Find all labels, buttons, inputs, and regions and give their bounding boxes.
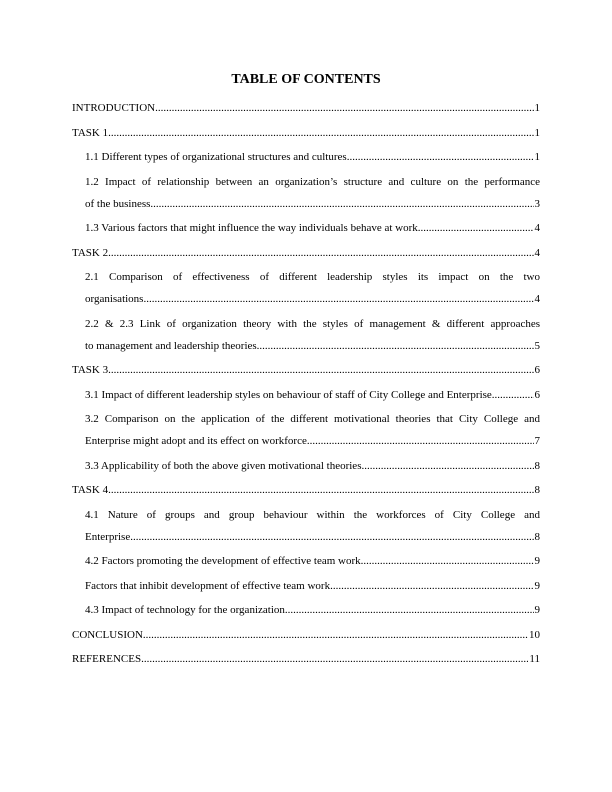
toc-entry-page: 9	[534, 555, 540, 567]
toc-entry-text: 1.3 Various factors that might influence the way individuals behave at work	[85, 222, 418, 234]
table-of-contents	[72, 98, 540, 674]
toc-entry-page: 4	[534, 293, 540, 305]
toc-entry-page: 3	[534, 197, 540, 210]
dot-leader	[108, 363, 533, 377]
toc-entry-3-2[interactable]	[85, 409, 540, 456]
toc-entry-page: 5	[534, 339, 540, 352]
dot-leader	[130, 530, 533, 544]
toc-entry-text: TASK 4	[72, 484, 109, 496]
dot-leader	[307, 434, 534, 448]
toc-entry-text: 3.3 Applicability of both the above given motivational theories	[85, 459, 362, 472]
toc-entry-text: INTRODUCTION	[72, 102, 156, 114]
toc-entry-text-line1: 2.2 & 2.3 Link of organization theory with the styles of management & different approaches	[85, 317, 540, 330]
dot-leader	[361, 459, 533, 473]
toc-entry-text: 1.1 Different types of organizational structures and cultures	[85, 151, 347, 163]
dot-leader	[143, 628, 528, 642]
toc-entry-text: 4.2 Factors promoting the development of effective team work	[85, 555, 361, 567]
toc-entry-introduction[interactable]	[72, 98, 540, 123]
dot-leader	[361, 554, 534, 568]
toc-entry-conclusion[interactable]	[72, 625, 540, 650]
toc-entry-4-2[interactable]	[85, 551, 540, 576]
dot-leader	[150, 197, 533, 211]
dot-leader	[285, 603, 534, 617]
dot-leader	[495, 388, 534, 402]
toc-entry-3-1[interactable]	[85, 385, 540, 410]
toc-entry-page: 9	[534, 604, 540, 616]
toc-entry-factors-inhibit[interactable]	[85, 576, 540, 601]
toc-entry-text: 4.3 Impact of technology for the organization	[85, 604, 285, 616]
toc-entry-text: TASK 2	[72, 246, 109, 259]
dot-leader	[257, 339, 534, 353]
dot-leader	[143, 292, 533, 306]
toc-entry-page: 4	[534, 222, 540, 234]
toc-entry-text: TASK 3	[72, 364, 109, 376]
toc-entry-page: 1	[534, 126, 540, 139]
dot-leader	[155, 101, 533, 115]
toc-entry-4-1[interactable]	[85, 505, 540, 552]
toc-entry-text: REFERENCES	[72, 653, 142, 665]
toc-entry-text: of the business	[85, 197, 151, 210]
toc-entry-task-4[interactable]	[72, 480, 540, 505]
toc-entry-text: TASK 1	[72, 126, 109, 139]
toc-entry-page: 8	[534, 459, 540, 472]
toc-entry-4-3[interactable]	[85, 600, 540, 625]
dot-leader	[418, 221, 534, 235]
toc-entry-page: 6	[534, 388, 540, 401]
toc-entry-page: 11	[529, 653, 540, 665]
dot-leader	[108, 126, 533, 140]
toc-entry-text-line1: 4.1 Nature of groups and group behaviour within the workforces of City College and	[85, 508, 540, 521]
toc-entry-task-2[interactable]	[72, 243, 540, 268]
toc-entry-2-2[interactable]	[85, 314, 540, 361]
toc-entry-task-1[interactable]	[72, 123, 540, 148]
toc-entry-2-1[interactable]	[85, 267, 540, 314]
toc-entry-page: 8	[534, 530, 540, 543]
toc-entry-text-line1: 3.2 Comparison on the application of the different motivational theories that City College and	[85, 413, 540, 425]
toc-entry-text: CONCLUSION	[72, 628, 143, 641]
dot-leader	[141, 652, 528, 666]
dot-leader	[330, 579, 533, 593]
toc-entry-text: Enterprise might adopt and its effect on workforce	[85, 435, 307, 447]
toc-title: TABLE OF CONTENTS	[231, 72, 381, 87]
toc-entry-page: 1	[534, 151, 540, 163]
toc-entry-page: 8	[534, 484, 540, 496]
toc-entry-page: 1	[534, 102, 540, 114]
dot-leader	[347, 150, 534, 164]
dot-leader	[108, 483, 533, 497]
toc-entry-text: organisations	[85, 293, 144, 305]
toc-entry-references[interactable]	[72, 649, 540, 674]
toc-entry-text-line1: 2.1 Comparison of effectiveness of different leadership styles its impact on the two	[85, 271, 540, 283]
toc-entry-task-3[interactable]	[72, 360, 540, 385]
toc-entry-page: 4	[534, 246, 540, 259]
toc-entry-3-3[interactable]	[85, 456, 540, 481]
toc-entry-page: 9	[534, 579, 540, 592]
toc-entry-page: 6	[534, 364, 540, 376]
toc-entry-1-1[interactable]	[85, 147, 540, 172]
toc-entry-1-3[interactable]	[85, 218, 540, 243]
toc-entry-text: to management and leadership theories	[85, 339, 257, 352]
toc-entry-text: Enterprise	[85, 530, 131, 543]
toc-entry-page: 7	[534, 435, 540, 447]
toc-entry-text: 3.1 Impact of different leadership styles on behaviour of staff of City College and Enterprise.	[85, 388, 495, 401]
toc-entry-1-2[interactable]	[85, 172, 540, 219]
toc-entry-page: 10	[529, 628, 540, 641]
toc-entry-text-line1: 1.2 Impact of relationship between an organization’s structure and culture on the performance	[85, 175, 540, 188]
dot-leader	[108, 246, 533, 260]
toc-entry-text: Factors that inhibit development of effective team work	[85, 579, 331, 592]
